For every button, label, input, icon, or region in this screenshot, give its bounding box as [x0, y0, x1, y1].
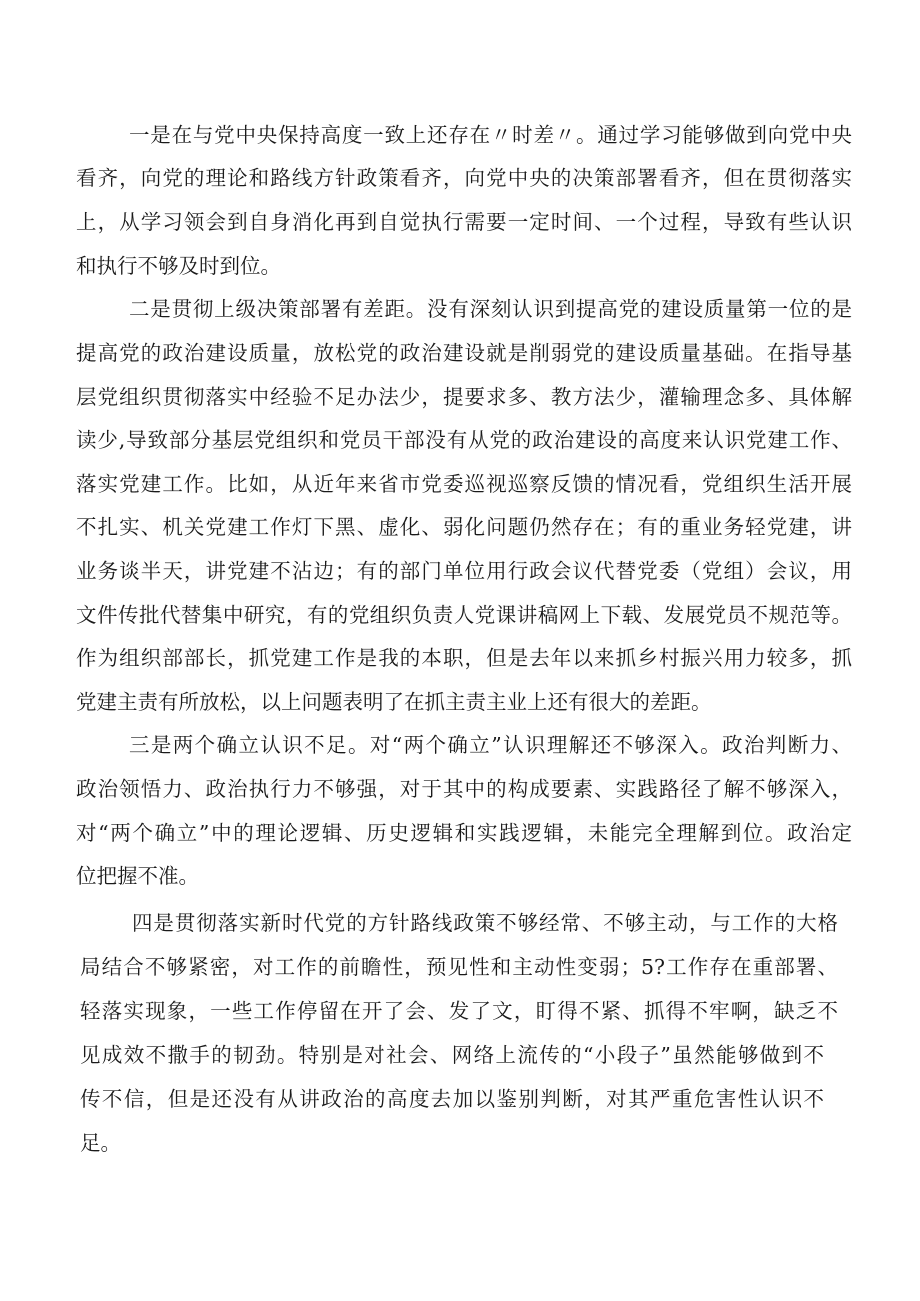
text-line: 二是贯彻上级决策部署有差距。没有深刻认识到提高党的建设质量第一位的是 [129, 297, 852, 321]
text-line: 政治领悟力、政治执行力不够强，对于其中的构成要素、实践路径了解不够深入， [76, 777, 852, 801]
text-line: 上，从学习领会到自身消化再到自觉执行需要一定时间、一个过程，导致有些认识 [76, 210, 852, 234]
text-line: 传不信，但是还没有从讲政治的高度去加以鉴别判断，对其严重危害性认识不 [80, 1087, 824, 1111]
text-line: 读少,导致部分基层党组织和党员干部没有从党的政治建设的高度来认识党建工作、 [76, 428, 852, 452]
text-line: 局结合不够紧密，对工作的前瞻性，预见性和主动性变弱；5?工作存在重部署、 [80, 955, 838, 979]
text-line: 作为组织部部长，抓党建工作是我的本职，但是去年以来抓乡村振兴用力较多，抓 [76, 646, 852, 670]
text-line: 轻落实现象，一些工作停留在开了会、发了文，盯得不紧、抓得不牢啊，缺乏不 [80, 999, 838, 1023]
text-line: 不扎实、机关党建工作灯下黑、虚化、弱化问题仍然存在；有的重业务轻党建，讲 [76, 515, 852, 539]
text-line: 文件传批代替集中研究，有的党组织负责人党课讲稿网上下载、发展党员不规范等。 [76, 603, 852, 627]
text-line: 三是两个确立认识不足。对“两个确立”认识理解还不够深入。政治判断力、 [129, 733, 852, 757]
text-line: 党建主责有所放松，以上问题表明了在抓主责主业上还有很大的差距。 [76, 690, 712, 714]
text-line: 位把握不准。 [76, 864, 199, 888]
text-line: 看齐，向党的理论和路线方针政策看齐，向党中央的决策部署看齐，但在贯彻落实 [76, 166, 852, 190]
text-line: 落实党建工作。比如，从近年来省市党委巡视巡察反馈的情况看，党组织生活开展 [76, 472, 852, 496]
text-line: 层党组织贯彻落实中经验不足办法少，提要求多、教方法少，灌输理念多、具体解 [76, 385, 852, 409]
text-line: 和执行不够及时到位。 [76, 254, 281, 278]
text-line: 提高党的政治建设质量，放松党的政治建设就是削弱党的建设质量基础。在指导基 [76, 341, 852, 365]
text-line: 业务谈半天，讲党建不沾边；有的部门单位用行政会议代替党委（党组）会议，用 [76, 559, 852, 583]
text-line: 一是在与党中央保持高度一致上还存在〃时差〃。通过学习能够做到向党中央 [129, 123, 852, 147]
text-line: 足。 [80, 1131, 121, 1155]
text-line: 对“两个确立”中的理论逻辑、历史逻辑和实践逻辑，未能完全理解到位。政治定 [76, 821, 852, 845]
text-line: 四是贯彻落实新时代党的方针路线政策不够经常、不够主动，与工作的大格 [132, 911, 838, 935]
text-line: 见成效不撒手的韧劲。特别是对社会、网络上流传的“小段子”虽然能够做到不 [80, 1043, 824, 1067]
